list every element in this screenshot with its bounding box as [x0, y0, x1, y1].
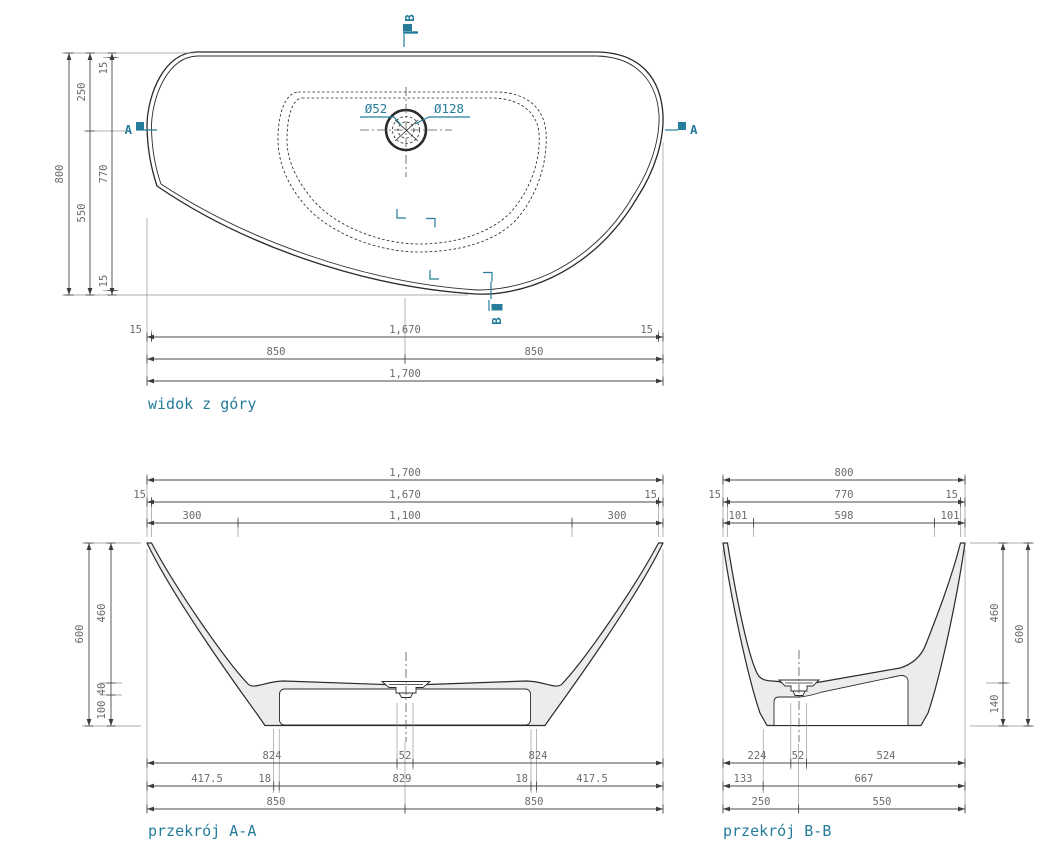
dim-label: 100	[96, 700, 108, 720]
section-bb-view	[723, 543, 965, 742]
dim-label: 15	[644, 489, 657, 501]
svg-text:A: A	[690, 122, 698, 137]
section-marker-b-top	[402, 14, 418, 47]
svg-text:A: A	[124, 122, 132, 137]
dim-label: 133	[733, 773, 753, 785]
dim-label: 800	[54, 164, 66, 184]
dim-label: 15	[133, 489, 146, 501]
dim-label: 417.5	[576, 773, 608, 785]
dim-label: 250	[751, 796, 771, 808]
svg-text:B: B	[489, 317, 504, 325]
drain-diameter-large-label: Ø128	[433, 101, 465, 116]
dim-label: 770	[98, 164, 110, 184]
dim-label: 829	[392, 773, 412, 785]
drain-diameter-small-label: Ø52	[364, 101, 388, 116]
dim-label: 1,670	[389, 489, 421, 501]
section-flag-icon	[136, 122, 144, 130]
dim-label: 598	[834, 510, 854, 522]
dim-label: 15	[98, 274, 110, 288]
dim-label: 224	[747, 750, 767, 762]
section-flag-icon	[403, 24, 412, 31]
dim-label: 1,100	[389, 510, 421, 522]
dim-label: 460	[989, 603, 1001, 623]
dim-label: 101	[940, 510, 960, 522]
dim-label: 52	[398, 750, 412, 762]
basin-hidden-edge-outer	[278, 92, 546, 252]
view-title-section-bb: przekrój B-B	[723, 822, 832, 840]
dim-label: 15	[129, 324, 142, 336]
dim-label: 140	[989, 694, 1001, 714]
dim-label: 1,700	[389, 368, 421, 380]
dim-label: 800	[834, 467, 854, 479]
dim-label: 15	[708, 489, 721, 501]
dim-label: 460	[96, 603, 108, 623]
section-marker-a-right	[665, 122, 698, 137]
section-aa-view	[147, 543, 663, 742]
dim-label: 417.5	[191, 773, 223, 785]
dim-label: 15	[98, 61, 110, 75]
dim-label: 824	[262, 750, 282, 762]
dim-label: 15	[945, 489, 958, 501]
dim-label: 824	[528, 750, 548, 762]
view-title-top: widok z góry	[148, 395, 257, 413]
top-view	[124, 14, 698, 325]
dim-label: 15	[640, 324, 653, 336]
dim-label: 850	[524, 346, 544, 358]
dim-label: 101	[728, 510, 748, 522]
dim-label: 1,700	[389, 467, 421, 479]
dim-label: 850	[524, 796, 544, 808]
dim-label: 600	[1014, 624, 1026, 644]
section-cut-marks	[397, 209, 492, 299]
dim-label: 850	[266, 796, 286, 808]
dim-label: 600	[74, 624, 86, 644]
tub-outer-rim	[147, 52, 663, 294]
dim-label: 250	[76, 82, 88, 102]
basin-hidden-edge-inner	[287, 98, 539, 244]
tub-inner-rim	[152, 56, 660, 290]
dim-label: 550	[76, 203, 88, 223]
dim-label: 667	[854, 773, 874, 785]
dim-label: 524	[876, 750, 896, 762]
dim-label: 1,670	[389, 324, 421, 336]
section-flag-icon	[678, 122, 686, 130]
view-title-section-aa: przekrój A-A	[148, 822, 257, 840]
svg-text:B: B	[402, 14, 417, 22]
section-marker-b-bottom	[489, 300, 504, 325]
dim-label: 18	[258, 773, 271, 785]
dim-label: 52	[791, 750, 805, 762]
dim-label: 300	[607, 510, 627, 522]
dim-label: 18	[515, 773, 528, 785]
drain-label-leaders	[360, 117, 470, 125]
section-flag-icon	[492, 304, 503, 311]
dim-label: 550	[872, 796, 892, 808]
dim-label: 770	[834, 489, 854, 501]
dim-label: 850	[266, 346, 286, 358]
dim-label: 40	[96, 682, 108, 696]
dim-label: 300	[182, 510, 202, 522]
